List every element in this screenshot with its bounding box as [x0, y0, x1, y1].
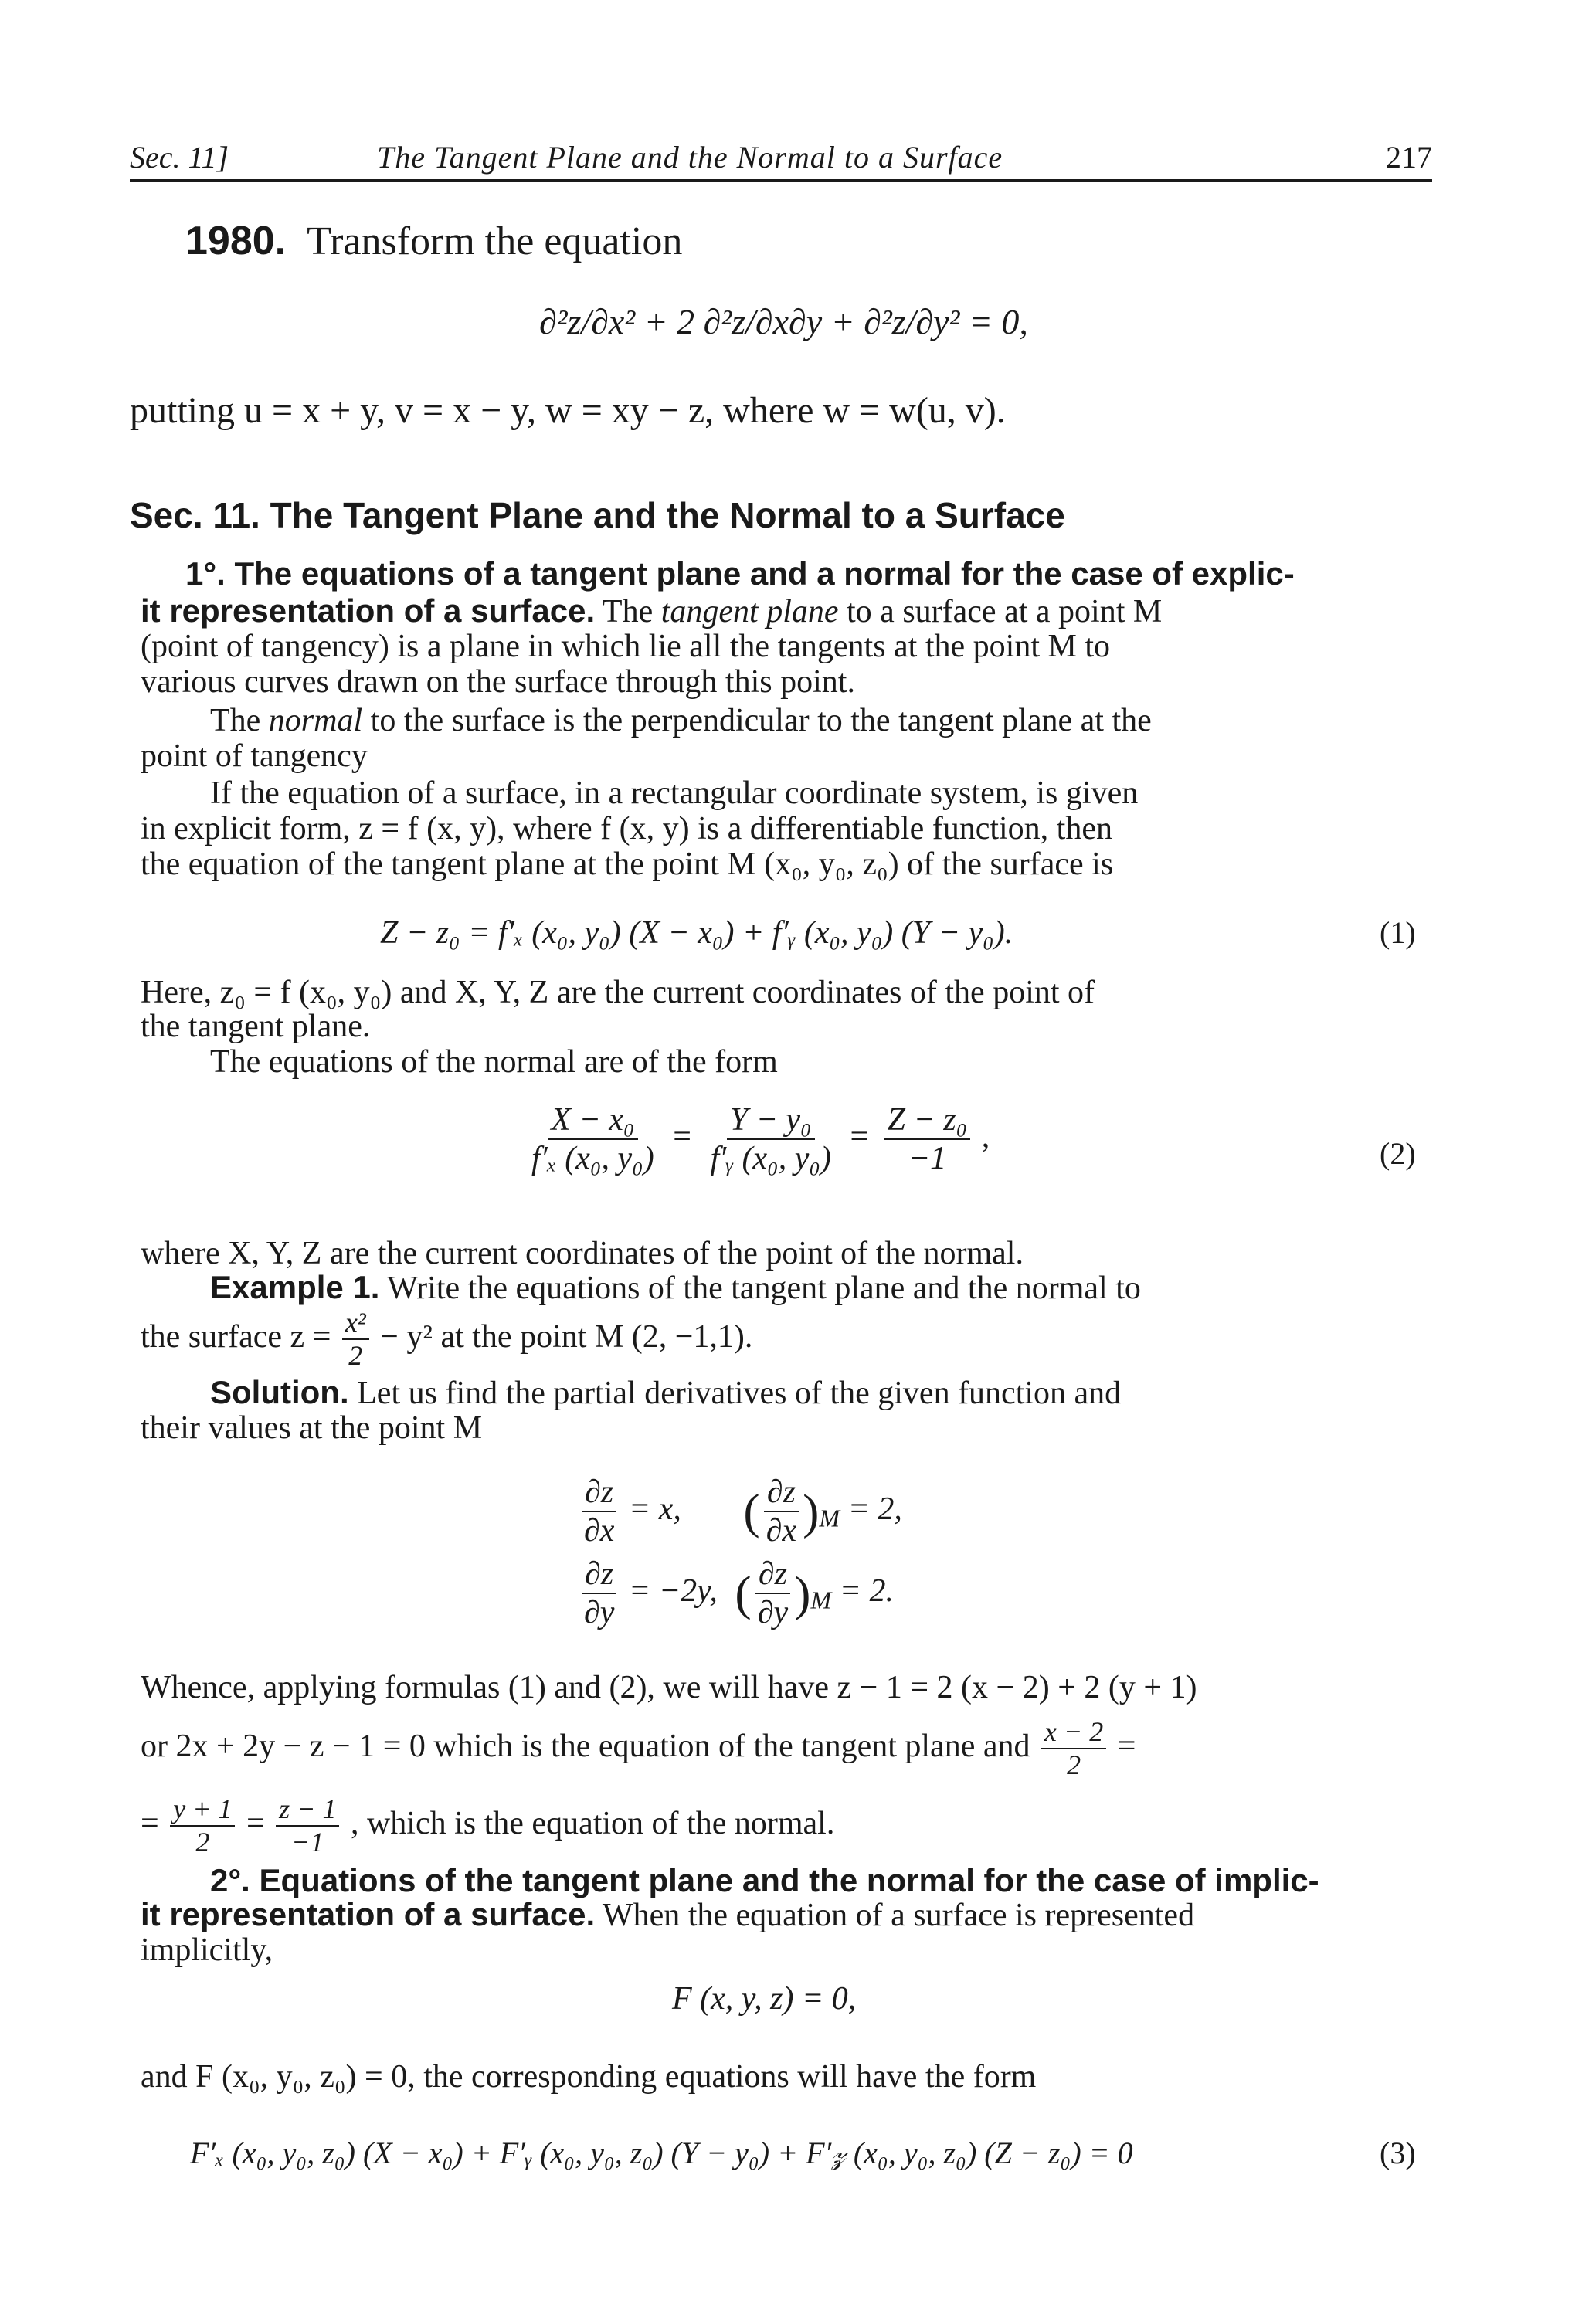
equation-1-label: (1)	[1380, 915, 1416, 950]
subscript-M-1: M	[819, 1504, 840, 1532]
problem-heading	[185, 218, 682, 264]
eq2-num-z: Z − z₀	[884, 1101, 971, 1140]
para4-frac-x-num: x − 2	[1041, 1716, 1106, 1749]
para2-line2: the tangent plane.	[141, 1009, 371, 1044]
example-fraction	[342, 1307, 369, 1372]
dz-dy-num: ∂z	[582, 1556, 616, 1594]
dz-dy-at-M	[755, 1556, 791, 1632]
dz-dy-at-M-den: ∂y	[757, 1595, 789, 1631]
example-frac-den: 2	[348, 1340, 363, 1372]
para3-line1: where X, Y, Z are the current coordinates of the point of the normal.	[141, 1236, 1024, 1271]
eq2-den-z: −1	[908, 1141, 947, 1177]
solution-line2: their values at the point M	[141, 1410, 483, 1446]
term-tangent-plane: tangent plane	[660, 594, 839, 629]
para5-line2	[141, 1897, 1194, 1933]
dz-dy-value: = −2y,	[628, 1573, 718, 1609]
para2-line3: The equations of the normal are of the form	[210, 1044, 778, 1080]
eq2-fraction-y	[707, 1101, 834, 1178]
para5-line3: implicitly,	[141, 1932, 273, 1968]
page-number: 217	[1386, 140, 1432, 175]
para1-line8: in explicit form, z = f (x, y), where f (x, y) is a differentiable function, then	[141, 811, 1112, 846]
para4-fraction-z	[276, 1793, 339, 1859]
dz-dy-den: ∂y	[584, 1595, 615, 1631]
para1-line2-the: The	[602, 594, 654, 629]
equation-3: F′ₓ (x₀, y₀, z₀) (X − x₀) + F′ᵧ (x₀, y₀, z₀) (Y − y₀) + F′𝓏 (x₀, y₀, z₀) (Z − z₀) = 0	[190, 2136, 1133, 2170]
example-text: Write the equations of the tangent plane and the normal to	[387, 1271, 1141, 1306]
section-heading: Sec. 11. The Tangent Plane and the Normal to a Surface	[130, 495, 1065, 535]
para1-line5-rest: to the surface is the perpendicular to the tangent plane at the	[370, 703, 1152, 738]
para4-line2-text: or 2x + 2y − z − 1 = 0 which is the equation of the tangent plane and	[141, 1729, 1030, 1765]
dz-dx-at-M-value: = 2,	[847, 1491, 902, 1527]
para1-line9: the equation of the tangent plane at the point M (x₀, y₀, z₀) of the surface is	[141, 846, 1114, 882]
para4-line3: = $\frac{y + 1}{2}$ = $\frac{z - 1}{-1}$ , which is the equation of the normal.	[141, 1793, 835, 1858]
running-header-title: The Tangent Plane and the Normal to a Surface	[377, 140, 1003, 175]
equation-3-label: (3)	[1380, 2136, 1416, 2170]
solution-text: Let us find the partial derivatives of the given function and	[357, 1376, 1122, 1411]
para1-line1: 1°. The equations of a tangent plane and a normal for the case of explic-	[185, 555, 1295, 592]
equation-2: $\frac{\text{X − x₀}}{\text{f′ₓ (x₀, y₀)}}$ = $\frac{\text{Y − y₀}}{\text{f′ᵧ (x₀, y₀)}}$ = $\frac{\text{Z − z₀}}{-1}$ ,	[525, 1101, 990, 1178]
term-normal: normal	[268, 703, 363, 738]
para1-line5-the: The	[210, 703, 261, 738]
example-line	[210, 1270, 1141, 1306]
para4-frac-y-den: 2	[195, 1827, 210, 1858]
para5-line4: and F (x₀, y₀, z₀) = 0, the corresponding equations will have the form	[141, 2059, 1037, 2095]
para1-line2-bold: it representation of a surface.	[141, 592, 596, 629]
dz-dy-at-M-num: ∂z	[755, 1556, 790, 1594]
solution-label: Solution.	[210, 1374, 349, 1410]
para1-line5	[210, 703, 1152, 738]
para4-line3-text: , which is the equation of the normal.	[350, 1806, 835, 1842]
para1-line4: various curves drawn on the surface through this point.	[141, 664, 855, 700]
problem-number: 1980.	[185, 219, 287, 263]
para4-frac-z-num: z − 1	[276, 1793, 339, 1827]
para4-frac-x-den: 2	[1067, 1749, 1081, 1781]
solution-line	[210, 1375, 1121, 1411]
dz-dx-at-M-den: ∂x	[766, 1513, 797, 1549]
equation-2-label: (2)	[1380, 1136, 1416, 1171]
para5-line2-rest: When the equation of a surface is represented	[602, 1898, 1195, 1933]
derivatives-row-1: $\frac{\partial z}{\partial x}$ = x, ( $\frac{\partial z}{\partial x}$ )$_M = 2$,	[578, 1474, 902, 1550]
dz-dx-value: = x,	[628, 1491, 681, 1527]
eq2-den-y: f′ᵧ (x₀, y₀)	[710, 1141, 831, 1177]
para1-line3: (point of tangency) is a plane in which lie all the tangents at the point M to	[141, 629, 1111, 664]
para2-line1: Here, z₀ = f (x₀, y₀) and X, Y, Z are the current coordinates of the point of	[141, 975, 1095, 1010]
dz-dx-at-M-num: ∂z	[764, 1474, 799, 1512]
dz-dy	[581, 1556, 617, 1632]
subscript-M-2: M	[810, 1586, 832, 1614]
eq2-num-y: Y − y₀	[727, 1101, 815, 1140]
para5-line1: 2°. Equations of the tangent plane and the normal for the case of implic-	[210, 1862, 1319, 1898]
dz-dy-at-M-value: = 2.	[839, 1573, 894, 1609]
para1-line6: point of tangency	[141, 738, 368, 774]
dz-dx-den: ∂x	[584, 1513, 615, 1549]
para4-line2	[141, 1716, 1136, 1782]
problem-lead: Transform the equation	[307, 219, 683, 263]
implicit-equation: F (x, y, z) = 0,	[672, 1981, 857, 2017]
eq2-den-x: f′ₓ (x₀, y₀)	[531, 1141, 654, 1177]
example-frac-num: x²	[342, 1307, 369, 1340]
header-rule	[130, 179, 1432, 182]
eq2-fraction-x	[528, 1101, 657, 1178]
para4-fraction-y	[170, 1793, 235, 1859]
example-surface-lead: the surface z =	[141, 1319, 331, 1355]
eq2-fraction-z	[884, 1101, 971, 1178]
problem-equation: ∂²z/∂x² + 2 ∂²z/∂x∂y + ∂²z/∂y² = 0,	[539, 302, 1028, 341]
para1-line2	[141, 593, 1424, 629]
example-surface-rest: − y² at the point M (2, −1,1).	[380, 1319, 753, 1355]
equation-1: Z − z₀ = f′ₓ (x₀, y₀) (X − x₀) + f′ᵧ (x₀, y₀) (Y − y₀).	[380, 915, 1013, 951]
para4-line1: Whence, applying formulas (1) and (2), we will have z − 1 = 2 (x − 2) + 2 (y + 1)	[141, 1670, 1197, 1705]
para4-frac-z-den: −1	[291, 1827, 324, 1858]
eq2-num-x: X − x₀	[548, 1101, 637, 1140]
para1-line2-rest: to a surface at a point M	[847, 594, 1163, 629]
example-label: Example 1.	[210, 1269, 380, 1305]
para4-equals: =	[1117, 1729, 1136, 1765]
problem-substitution: putting u = x + y, v = x − y, w = xy − z, where w = w(u, v).	[130, 390, 1006, 431]
dz-dx	[581, 1474, 617, 1550]
example-line2	[141, 1307, 752, 1372]
para4-line3-equals: =	[141, 1806, 159, 1842]
para4-frac-y-num: y + 1	[170, 1793, 235, 1827]
running-header-section: Sec. 11]	[130, 140, 229, 175]
dz-dx-num: ∂z	[582, 1474, 616, 1512]
derivatives-row-2: $\frac{\partial z}{\partial y}$ = −2y, ( $\frac{\partial z}{\partial y}$ )$_M = 2$.	[578, 1556, 894, 1632]
para5-line2-bold: it representation of a surface.	[141, 1896, 596, 1932]
para4-fraction-x	[1041, 1716, 1106, 1782]
para1-line7: If the equation of a surface, in a rectangular coordinate system, is given	[210, 775, 1139, 811]
dz-dx-at-M	[763, 1474, 799, 1550]
